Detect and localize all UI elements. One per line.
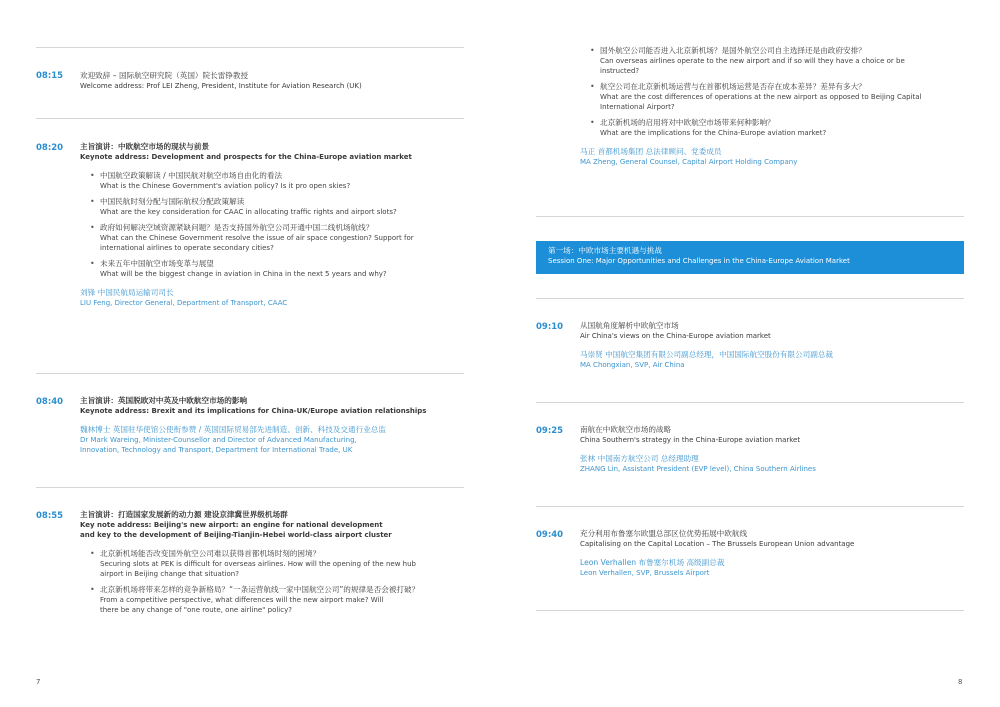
question-list bbox=[90, 170, 464, 279]
session-title-en: and key to the development of Beijing-Tianjin-Hebei world-class airport cluster bbox=[80, 531, 392, 539]
session-time: 08:55 bbox=[36, 511, 64, 521]
list-item bbox=[590, 45, 964, 76]
question-cn: • 中国民航时刻分配与国际航权分配政策解读 bbox=[100, 197, 245, 206]
list-item bbox=[90, 222, 464, 253]
question-en: Securing slots at PEK is difficult for overseas airlines. How will the opening of the new hub airport in Beijing change that situation? bbox=[100, 560, 416, 578]
speaker-cn: 张林 中国南方航空公司 总经理助理 bbox=[580, 454, 699, 463]
session-title-en: Welcome address: Prof LEI Zheng, President, Institute for Aviation Research (UK) bbox=[80, 82, 362, 90]
speaker-en: ZHANG Lin, Assistant President (EVP level), China Southern Airlines bbox=[580, 465, 816, 473]
list-item bbox=[590, 117, 964, 138]
speaker-cn: Leon Verhallen 布鲁塞尔机场 高级副总裁 bbox=[580, 558, 725, 567]
list-item bbox=[90, 170, 464, 191]
session-welcome bbox=[80, 70, 464, 91]
session-title-cn: 主旨演讲：英国脱欧对中英及中欧航空市场的影响 bbox=[80, 396, 248, 405]
session-keynote-market bbox=[80, 141, 464, 308]
question-cn: • 国外航空公司能否进入北京新机场？是国外航空公司自主选择还是由政府安排？ bbox=[600, 46, 866, 55]
question-list bbox=[90, 548, 464, 615]
list-item bbox=[90, 548, 464, 579]
session-keynote-brexit bbox=[80, 395, 464, 455]
speaker-cn: 魏林博士 英国驻华使馆公使衔参赞 / 英国国际贸易部先进制造、创新、科技及交通行业总监 bbox=[80, 425, 386, 434]
question-cn: • 航空公司在北京新机场运营与在首都机场运营是否存在成本差异？差异有多大？ bbox=[600, 82, 866, 91]
list-item bbox=[90, 584, 464, 615]
question-cn: • 中国航空政策解读 / 中国民航对航空市场自由化的看法 bbox=[100, 171, 283, 180]
divider bbox=[536, 298, 964, 299]
question-en: What are the implications for the China-Europe aviation market? bbox=[600, 129, 827, 137]
continued-question-block bbox=[580, 45, 964, 167]
divider bbox=[536, 402, 964, 403]
speaker-en: Leon Verhallen, SVP, Brussels Airport bbox=[580, 569, 710, 577]
session-title-en: Air China's views on the China-Europe aviation market bbox=[580, 332, 771, 340]
session-brussels bbox=[580, 528, 964, 578]
speaker-en: MA Zheng, General Counsel, Capital Airport Holding Company bbox=[580, 158, 798, 166]
page-number: 8 bbox=[958, 678, 963, 686]
list-item bbox=[590, 81, 964, 112]
page-number: 7 bbox=[36, 678, 41, 686]
question-en: From a competitive perspective, what differences will the new airport make? Will there be any change of "one route, one airline" policy? bbox=[100, 596, 384, 614]
question-cn: • 北京新机场能否改变国外航空公司难以获得首都机场时刻的困境？ bbox=[100, 549, 321, 558]
question-cn: • 政府如何解决空域资源紧缺问题？是否支持国外航空公司开通中国二线机场航线？ bbox=[100, 223, 374, 232]
speaker-en: MA Chongxian, SVP, Air China bbox=[580, 361, 685, 369]
session-title-en: China Southern's strategy in the China-Europe aviation market bbox=[580, 436, 801, 444]
session-time: 09:25 bbox=[536, 426, 564, 436]
question-cn: • 北京新机场将带来怎样的竞争新格局？“一条运营航线一家中国航空公司”的规律是否会被打破？ bbox=[100, 585, 420, 594]
session-title-cn: 从国航角度解析中欧航空市场 bbox=[580, 321, 679, 330]
session-title-en: Capitalising on the Capital Location – The Brussels European Union advantage bbox=[580, 540, 855, 548]
session-title-en: Keynote address: Brexit and its implications for China-UK/Europe aviation relationships bbox=[80, 407, 427, 415]
session-time: 08:40 bbox=[36, 397, 64, 407]
banner-title-cn: 第一场：中欧市场主要机遇与挑战 bbox=[548, 246, 662, 255]
divider bbox=[36, 373, 464, 374]
session-china-southern bbox=[580, 424, 964, 474]
divider bbox=[36, 47, 464, 48]
session-title-en: Key note address: Beijing's new airport: an engine for national development bbox=[80, 521, 383, 529]
question-en: What is the Chinese Government's aviation policy? Is it pro open skies? bbox=[100, 182, 351, 190]
speaker-cn: 马正 首都机场集团 总法律顾问、党委成员 bbox=[580, 147, 722, 156]
list-item bbox=[90, 196, 464, 217]
session-title-cn: 欢迎致辞 – 国际航空研究院（英国）院长雷铮教授 bbox=[80, 71, 249, 80]
speaker-en: LIU Feng, Director General, Department of Transport, CAAC bbox=[80, 299, 288, 307]
question-cn: • 北京新机场的启用将对中欧航空市场带来何种影响？ bbox=[600, 118, 775, 127]
session-time: 08:15 bbox=[36, 71, 64, 81]
session-title-cn: 主旨演讲：打造国家发展新的动力源 建设京津冀世界级机场群 bbox=[80, 510, 288, 519]
speaker-cn: 刘锋 中国民航局运输司司长 bbox=[80, 288, 174, 297]
session-time: 09:10 bbox=[536, 322, 564, 332]
divider bbox=[36, 487, 464, 488]
banner-title-en: Session One: Major Opportunities and Challenges in the China-Europe Aviation Market bbox=[548, 257, 850, 265]
divider bbox=[536, 506, 964, 507]
divider bbox=[36, 118, 464, 119]
speaker-en: Dr Mark Wareing, Minister-Counsellor and Director of Advanced Manufacturing, Innovation, Technology and Transport, Department for International Trade, UK bbox=[80, 436, 357, 454]
question-list bbox=[590, 45, 964, 138]
question-en: What will be the biggest change in aviation in China in the next 5 years and why? bbox=[100, 270, 387, 278]
divider bbox=[536, 216, 964, 217]
session-title-cn: 充分利用布鲁塞尔欧盟总部区位优势拓展中欧航线 bbox=[580, 529, 748, 538]
session-time: 08:20 bbox=[36, 143, 64, 153]
session-air-china bbox=[580, 320, 964, 370]
divider bbox=[536, 610, 964, 611]
session-title-en: Keynote address: Development and prospects for the China-Europe aviation market bbox=[80, 153, 412, 161]
session-keynote-new-airport bbox=[80, 509, 464, 615]
question-en: Can overseas airlines operate to the new airport and if so will they have a choice or be instructed? bbox=[600, 57, 905, 75]
session-time: 09:40 bbox=[536, 530, 564, 540]
session-title-cn: 南航在中欧航空市场的战略 bbox=[580, 425, 672, 434]
session-banner bbox=[536, 241, 964, 274]
speaker-cn: 马崇贤 中国航空集团有限公司副总经理，中国国际航空股份有限公司副总裁 bbox=[580, 350, 834, 359]
question-cn: • 未来五年中国航空市场变革与展望 bbox=[100, 259, 214, 268]
list-item bbox=[90, 258, 464, 279]
question-en: What are the key consideration for CAAC in allocating traffic rights and airport slots? bbox=[100, 208, 397, 216]
session-title-cn: 主旨演讲：中欧航空市场的现状与前景 bbox=[80, 142, 210, 151]
question-en: What can the Chinese Government resolve the issue of air space congestion? Support for international airlines to operate secondary cities? bbox=[100, 234, 414, 252]
question-en: What are the cost differences of operations at the new airport as opposed to Beijing Capital International Airport? bbox=[600, 93, 922, 111]
